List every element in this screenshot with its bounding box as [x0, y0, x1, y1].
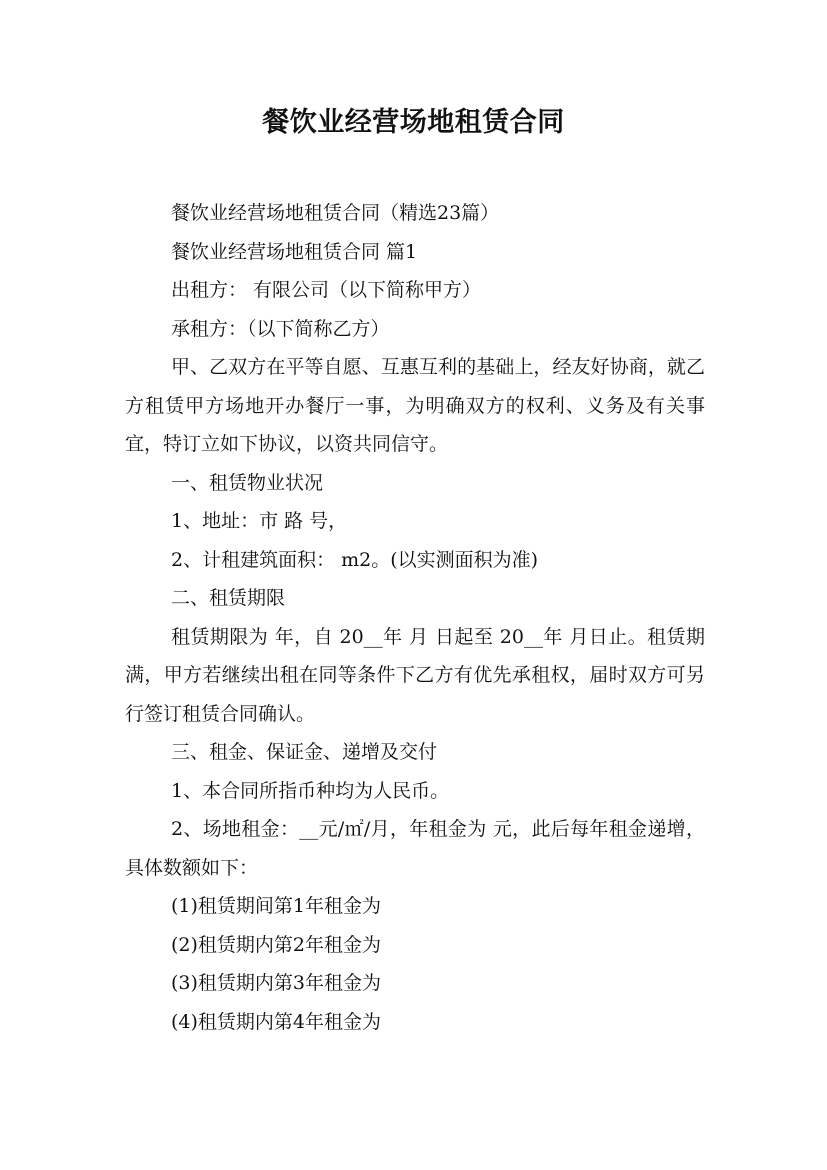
paragraph-preamble: 甲、乙双方在平等自愿、互惠互利的基础上，经友好协商，就乙方租赁甲方场地开办餐厅一事，为明确双方的权利、义务及有关事宜，特订立如下协议，以资共同信守。: [125, 356, 705, 455]
paragraph-lessee: 承租方：（以下简称乙方）: [171, 317, 390, 340]
document-body: [125, 194, 705, 1041]
list-item-year-2: (2)租赁期内第2年租金为: [171, 933, 382, 956]
document-title: 餐饮业经营场地租赁合同: [262, 107, 565, 138]
paragraph-area: 2、计租建筑面积： m2。(以实测面积为准): [171, 548, 539, 571]
paragraph-currency: 1、本合同所指币种均为人民币。: [171, 779, 450, 802]
paragraph-address: 1、地址：市 路 号，: [171, 510, 348, 532]
paragraph-chapter-heading: 餐饮业经营场地租赁合同 篇1: [171, 240, 418, 263]
section-heading-term: 二、租赁期限: [171, 587, 286, 609]
list-item-year-4: (4)租赁期内第4年租金为: [171, 1010, 382, 1033]
paragraph-rent: 2、场地租金：__元/㎡/月，年租金为 元，此后每年租金递增，具体数额如下：: [125, 818, 705, 879]
list-item-year-3: (3)租赁期内第3年租金为: [171, 972, 382, 994]
paragraph-lessor: 出租方： 有限公司（以下简称甲方）: [171, 279, 482, 301]
section-heading-rent: 三、租金、保证金、递增及交付: [171, 741, 438, 763]
list-item-year-1: (1)租赁期间第1年租金为: [171, 895, 382, 917]
paragraph-subtitle: 餐饮业经营场地租赁合同（精选23篇）: [171, 202, 500, 224]
section-heading-property: 一、租赁物业状况: [171, 471, 324, 494]
paragraph-term: 租赁期限为 年，自 20__年 月 日起至 20__年 月日止。租赁期满，甲方若继续出租在同等条件下乙方有优先承租权，届时双方可另行签订租赁合同确认。: [125, 625, 705, 725]
